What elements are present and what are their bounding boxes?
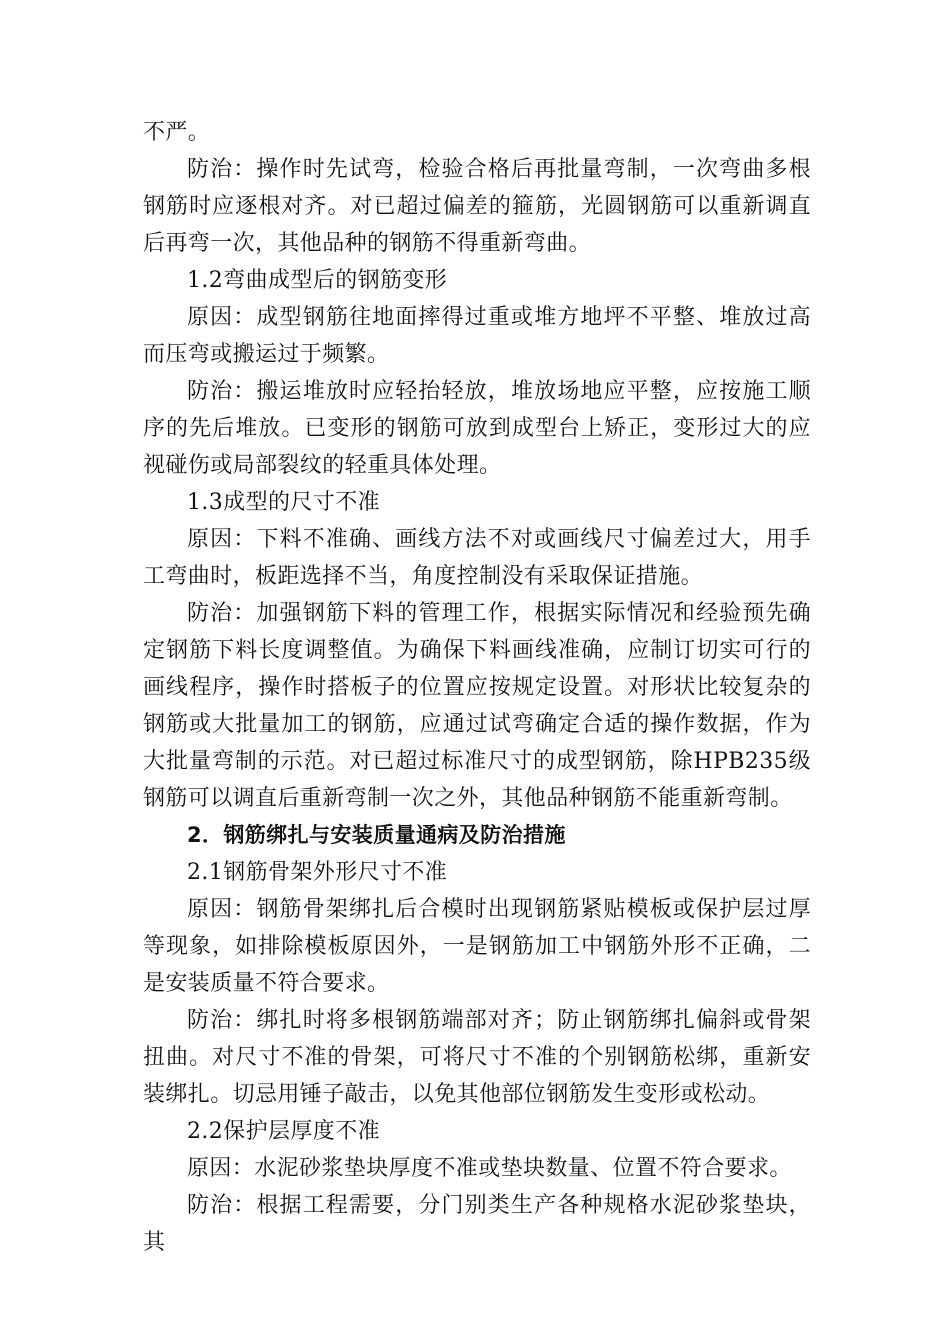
paragraph-prevention: 防治：搬运堆放时应轻抬轻放，堆放场地应平整，应按施工顺序的先后堆放。已变形的钢筋可放到成型台上矫正，变形过大的应视碰伤或局部裂纹的轻重具体处理。 [143, 379, 811, 478]
section-heading-1-2: 1.2弯曲成型后的钢筋变形 [187, 268, 448, 293]
section-heading-2: 2．钢筋绑扎与安装质量通病及防治措施 [187, 823, 566, 847]
paragraph-cause: 原因：水泥砂浆垫块厚度不准或垫块数量、位置不符合要求。 [187, 1156, 792, 1181]
paragraph-continuation: 不严。 [143, 120, 211, 145]
paragraph-prevention: 防治：操作时先试弯，检验合格后再批量弯制，一次弯曲多根钢筋时应逐根对齐。对已超过偏差的箍筋，光圆钢筋可以重新调直后再弯一次，其他品种的钢筋不得重新弯曲。 [143, 157, 811, 256]
paragraph-prevention: 防治：绑扎时将多根钢筋端部对齐；防止钢筋绑扎偏斜或骨架扭曲。对尺寸不准的骨架，可将尺寸不准的个别钢筋松绑，重新安装绑扎。切忌用锤子敲击，以免其他部位钢筋发生变形或松动。 [143, 1008, 811, 1107]
section-heading-2-2: 2.2保护层厚度不准 [187, 1119, 380, 1144]
paragraph-cause: 原因：钢筋骨架绑扎后合模时出现钢筋紧贴模板或保护层过厚等现象，如排除模板原因外，一是钢筋加工中钢筋外形不正确，二是安装质量不符合要求。 [143, 897, 811, 996]
document-body [143, 114, 811, 1261]
paragraph-prevention: 防治：根据工程需要，分门别类生产各种规格水泥砂浆垫块，其 [143, 1193, 811, 1255]
paragraph-cause: 原因：成型钢筋往地面摔得过重或堆方地坪不平整、堆放过高而压弯或搬运过于频繁。 [143, 305, 811, 367]
section-heading-1-3: 1.3成型的尺寸不准 [187, 490, 380, 515]
section-heading-2-1: 2.1钢筋骨架外形尺寸不准 [187, 860, 448, 885]
paragraph-prevention: 防治：加强钢筋下料的管理工作，根据实际情况和经验预先确定钢筋下料长度调整值。为确保下料画线准确，应制订切实可行的画线程序，操作时搭板子的位置应按规定设置。对形状比较复杂的钢筋或大批量加工的钢筋，应通过试弯确定合适的操作数据，作为大批量弯制的示范。对已超过标准尺寸的成型钢筋，除HPB235级钢筋可以调直后重新弯制一次之外，其他品种钢筋不能重新弯制。 [143, 601, 811, 811]
paragraph-cause: 原因：下料不准确、画线方法不对或画线尺寸偏差过大，用手工弯曲时，板距选择不当，角度控制没有采取保证措施。 [143, 527, 811, 589]
